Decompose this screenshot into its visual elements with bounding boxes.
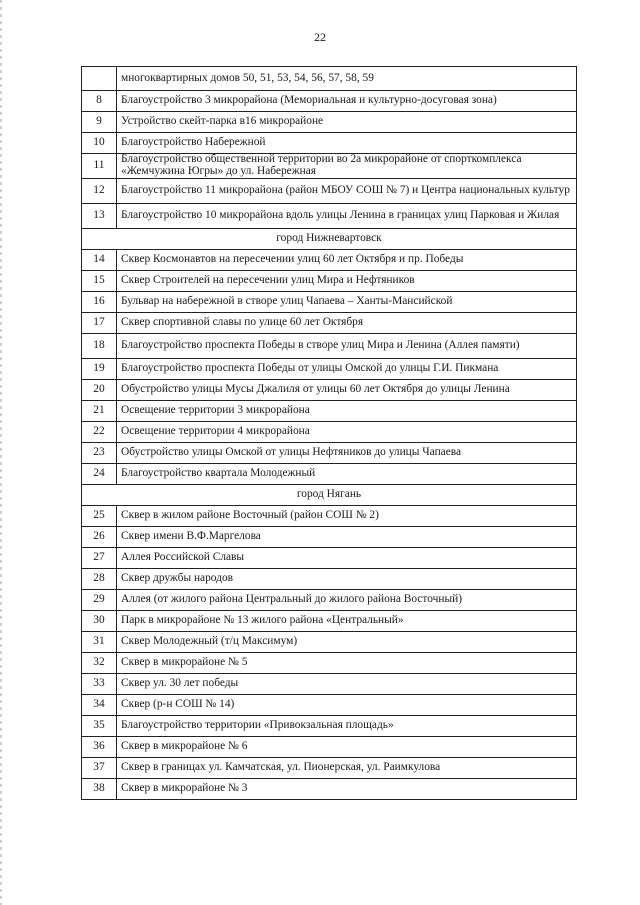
row-number: 15 <box>82 271 117 292</box>
row-text: Благоустройство общественной территории во 2а микрорайоне от спорткомплекса «Жемчужина Югры» до ул. Набережная <box>117 154 577 179</box>
row-text: многоквартирных домов 50, 51, 53, 54, 56, 57, 58, 59 <box>117 67 577 91</box>
row-number: 23 <box>82 443 117 464</box>
row-number: 30 <box>82 611 117 632</box>
row-number: 35 <box>82 716 117 737</box>
table-row <box>82 380 577 401</box>
table-row <box>82 590 577 611</box>
row-number: 20 <box>82 380 117 401</box>
table-row <box>82 91 577 112</box>
row-text: Благоустройство квартала Молодежный <box>117 464 577 485</box>
row-text: Благоустройство 3 микрорайона (Мемориальная и культурно-досуговая зона) <box>117 91 577 112</box>
table-row <box>82 548 577 569</box>
row-number: 10 <box>82 133 117 154</box>
row-text: Сквер (р-н СОШ № 14) <box>117 695 577 716</box>
row-text: Освещение территории 4 микрорайона <box>117 422 577 443</box>
row-number: 33 <box>82 674 117 695</box>
table-row <box>82 779 577 800</box>
row-text: Бульвар на набережной в створе улиц Чапаева – Ханты-Мансийской <box>117 292 577 313</box>
row-text: Сквер в жилом районе Восточный (район СОШ № 2) <box>117 506 577 527</box>
table-row <box>82 464 577 485</box>
row-text: Обустройство улицы Мусы Джалиля от улицы 60 лет Октября до улицы Ленина <box>117 380 577 401</box>
row-text: Сквер спортивной славы по улице 60 лет Октября <box>117 313 577 334</box>
table-row <box>82 179 577 204</box>
row-text: Аллея Российской Славы <box>117 548 577 569</box>
row-number: 14 <box>82 250 117 271</box>
table-row <box>82 632 577 653</box>
row-number: 34 <box>82 695 117 716</box>
table-row <box>82 611 577 632</box>
table-row <box>82 112 577 133</box>
section-header-row <box>82 485 577 506</box>
table-row <box>82 250 577 271</box>
row-text: Благоустройство проспекта Победы в створе улиц Мира и Ленина (Аллея памяти) <box>117 334 577 359</box>
row-text: Сквер имени В.Ф.Маргелова <box>117 527 577 548</box>
row-text: Благоустройство территории «Привокзальная площадь» <box>117 716 577 737</box>
table-row <box>82 695 577 716</box>
table-row <box>82 401 577 422</box>
row-text: Сквер в границах ул. Камчатская, ул. Пионерская, ул. Раимкулова <box>117 758 577 779</box>
section-title: город Нижневартовск <box>82 229 577 250</box>
row-text: Обустройство улицы Омской от улицы Нефтяников до улицы Чапаева <box>117 443 577 464</box>
table-row <box>82 737 577 758</box>
objects-table <box>81 66 577 800</box>
row-number: 24 <box>82 464 117 485</box>
row-number: 13 <box>82 204 117 229</box>
table-row <box>82 506 577 527</box>
table-row <box>82 292 577 313</box>
row-text: Сквер в микрорайоне № 5 <box>117 653 577 674</box>
table-row <box>82 674 577 695</box>
row-number: 8 <box>82 91 117 112</box>
row-number: 9 <box>82 112 117 133</box>
row-number: 21 <box>82 401 117 422</box>
row-number: 27 <box>82 548 117 569</box>
row-number: 29 <box>82 590 117 611</box>
table-row <box>82 443 577 464</box>
page-number: 22 <box>314 30 326 44</box>
row-text: Сквер Космонавтов на пересечении улиц 60 лет Октября и пр. Победы <box>117 250 577 271</box>
row-text: Сквер в микрорайоне № 6 <box>117 737 577 758</box>
row-number: 18 <box>82 334 117 359</box>
table-row <box>82 313 577 334</box>
row-number: 26 <box>82 527 117 548</box>
row-text: Освещение территории 3 микрорайона <box>117 401 577 422</box>
table-row <box>82 334 577 359</box>
row-text: Благоустройство 11 микрорайона (район МБОУ СОШ № 7) и Центра национальных культур <box>117 179 577 204</box>
table-row <box>82 758 577 779</box>
row-text: Аллея (от жилого района Центральный до жилого района Восточный) <box>117 590 577 611</box>
row-number: 12 <box>82 179 117 204</box>
row-number: 32 <box>82 653 117 674</box>
row-number: 38 <box>82 779 117 800</box>
row-text: Сквер Строителей на пересечении улиц Мира и Нефтяников <box>117 271 577 292</box>
table-row <box>82 653 577 674</box>
section-title: город Нягань <box>82 485 577 506</box>
table-row <box>82 154 577 179</box>
row-text: Благоустройство 10 микрорайона вдоль улицы Ленина в границах улиц Парковая и Жилая <box>117 204 577 229</box>
table-row <box>82 67 577 91</box>
row-text: Сквер Молодежный (т/ц Максимум) <box>117 632 577 653</box>
row-number: 31 <box>82 632 117 653</box>
table-row <box>82 271 577 292</box>
row-text: Сквер ул. 30 лет победы <box>117 674 577 695</box>
row-number: 28 <box>82 569 117 590</box>
table-row <box>82 204 577 229</box>
row-text: Парк в микрорайоне № 13 жилого района «Центральный» <box>117 611 577 632</box>
row-text: Сквер дружбы народов <box>117 569 577 590</box>
row-number: 22 <box>82 422 117 443</box>
row-text: Устройство скейт-парка в16 микрорайоне <box>117 112 577 133</box>
row-number: 17 <box>82 313 117 334</box>
row-number: 11 <box>82 154 117 179</box>
table-row <box>82 527 577 548</box>
table-row <box>82 359 577 380</box>
row-number: 19 <box>82 359 117 380</box>
row-number: 36 <box>82 737 117 758</box>
row-number <box>82 67 117 91</box>
scan-edge <box>0 0 2 905</box>
table-row <box>82 422 577 443</box>
row-number: 16 <box>82 292 117 313</box>
section-header-row <box>82 229 577 250</box>
row-text: Благоустройство проспекта Победы от улицы Омской до улицы Г.И. Пикмана <box>117 359 577 380</box>
row-number: 37 <box>82 758 117 779</box>
row-text: Благоустройство Набережной <box>117 133 577 154</box>
table-row <box>82 133 577 154</box>
table-row <box>82 716 577 737</box>
row-number: 25 <box>82 506 117 527</box>
table-row <box>82 569 577 590</box>
row-text: Сквер в микрорайоне № 3 <box>117 779 577 800</box>
